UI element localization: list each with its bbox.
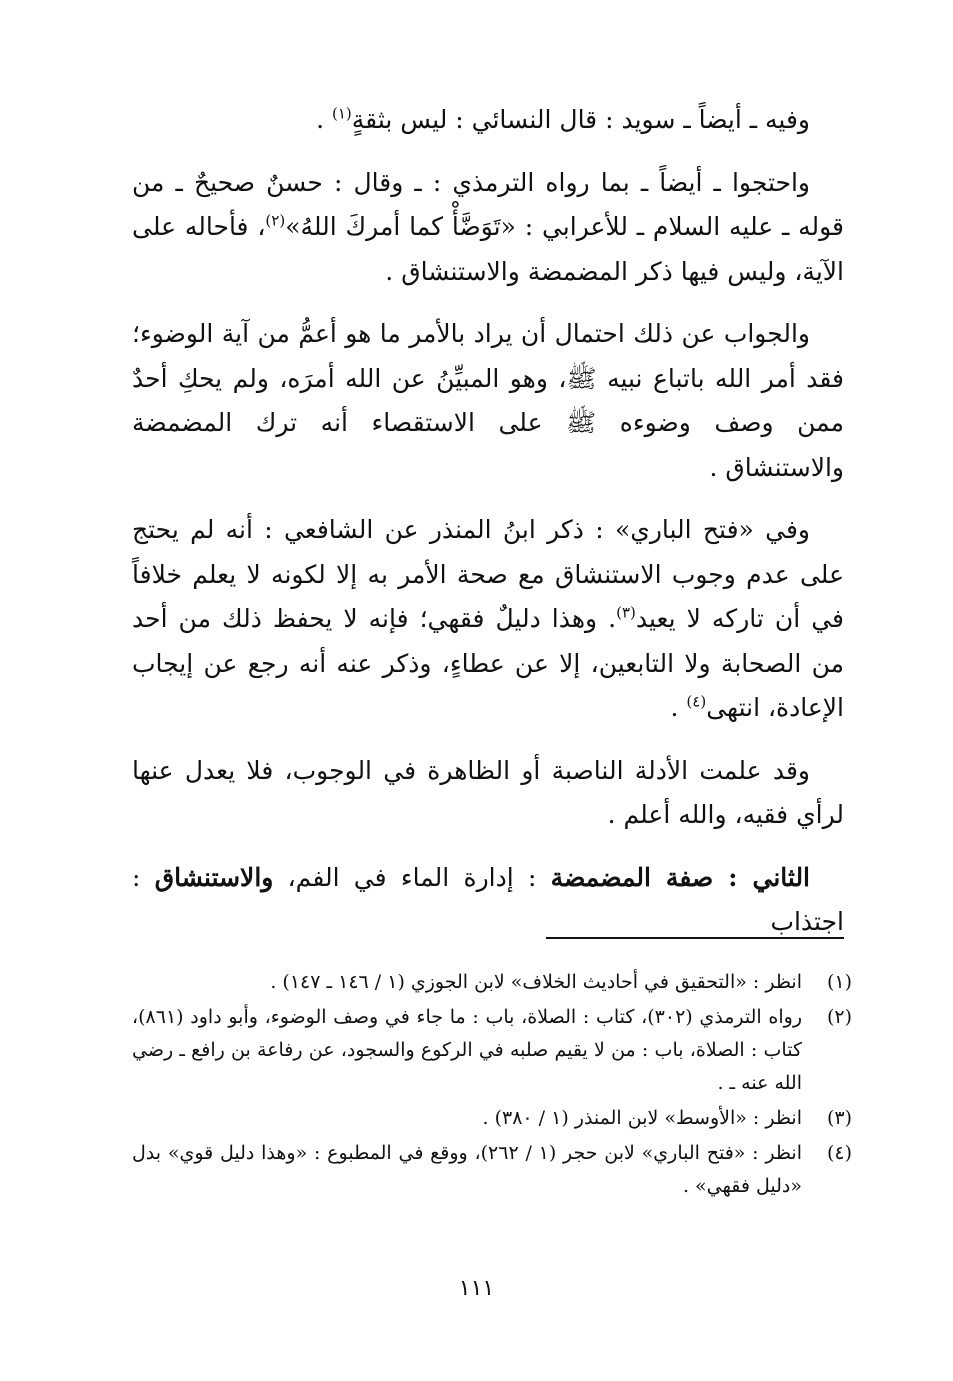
paragraph-text: : اجتذاب — [132, 862, 844, 936]
paragraph — [132, 98, 844, 143]
footnote-ref: (٤) — [686, 692, 707, 711]
footnote-ref: (٢) — [265, 211, 286, 230]
footnote-number: (٣) — [826, 1107, 852, 1129]
paragraph-tail: . — [316, 105, 332, 134]
footnote — [132, 1001, 852, 1100]
footnote-text: انظر : «فتح الباري» لابن حجر (١ / ٢٦٢)، ووقع في المطبوع : «وهذا دليل قوي» بدل «دليل فقهي» . — [132, 1142, 802, 1197]
footnote-text: رواه الترمذي (٣٠٢)، كتاب : الصلاة، باب : ما جاء في وصف الوضوء، وأبو داود (٨٦١)، كتاب : الصلاة، باب : من لا يقيم صلبه في الركوع والسجود، عن رفاعة بن رافع ـ رضي الله عنه ـ . — [132, 1006, 802, 1094]
footnote-text: انظر : «التحقيق في أحاديث الخلاف» لابن الجوزي (١ / ١٤٦ ـ ١٤٧) . — [270, 971, 802, 993]
paragraph-text: والجواب عن ذلك احتمال أن يراد بالأمر ما هو أعمُّ من آية الوضوء؛ فقد أمر الله باتباع نبيه ﷺ، وهو المبيِّنُ عن الله أمرَه، ولم يحكِ أحدٌ ممن وصف وضوءه ﷺ على الاستقصاء أنه ترك المضمضة والاستنشاق . — [132, 319, 844, 482]
footnote-divider — [546, 937, 844, 939]
paragraph-text: وفيه ـ أيضاً ـ سويد : قال النسائي : ليس بثقةٍ — [351, 105, 810, 134]
paragraph-tail: . وهذا دليلٌ فقهي؛ فإنه لا يحفظ ذلك من أحد من الصحابة ولا التابعين، إلا عن عطاءٍ، وذكر عنه أنه رجع عن إيجاب الإعادة، انتهى — [132, 604, 844, 722]
footnote-number: (١) — [826, 971, 852, 993]
footnote — [132, 1102, 852, 1135]
paragraph-tail: ، فأحاله على الآية، وليس فيها ذكر المضمضة والاستنشاق . — [132, 212, 844, 286]
paragraph-text: وقد علمت الأدلة الناصبة أو الظاهرة في الوجوب، فلا يعدل عنها لرأي فقيه، والله أعلم . — [132, 755, 844, 829]
footnote-ref: (١) — [332, 104, 352, 123]
footnote-ref: (٣) — [616, 603, 636, 622]
footnote — [132, 966, 852, 999]
paragraph-tail: . — [670, 693, 687, 722]
paragraph — [132, 508, 844, 731]
page-number: ١١١ — [458, 1276, 495, 1301]
footnote-number: (٤) — [826, 1142, 852, 1164]
paragraph — [132, 161, 844, 295]
footnote-text: انظر : «الأوسط» لابن المنذر (١ / ٣٨٠) . — [482, 1107, 802, 1129]
paragraph-text: واحتجوا ـ أيضاً ـ بما رواه الترمذي : ـ وقال : حسنٌ صحيحٌ ـ من قوله ـ عليه السلام ـ للأعرابي : «تَوَضَّأْ كما أمركَ اللهُ» — [132, 167, 844, 241]
footnotes — [132, 966, 852, 1205]
paragraph-text: : إدارة الماء في الفم، — [273, 862, 551, 892]
paragraph — [132, 312, 844, 490]
paragraph — [132, 749, 844, 838]
footnote-number: (٢) — [826, 1006, 852, 1028]
term-heading: والاستنشاق — [154, 862, 274, 892]
paragraph-text: وفي «فتح الباري» : ذكر ابنُ المنذر عن الشافعي : أنه لم يحتج على عدم وجوب الاستنشاق مع صحة الأمر به إلا لكونه لا يعلم خلافاً في أن تاركه لا يعيد — [132, 515, 844, 633]
paragraph — [132, 856, 844, 945]
section-heading: الثاني : صفة المضمضة — [550, 862, 811, 892]
footnote — [132, 1137, 852, 1203]
main-text — [132, 98, 844, 963]
